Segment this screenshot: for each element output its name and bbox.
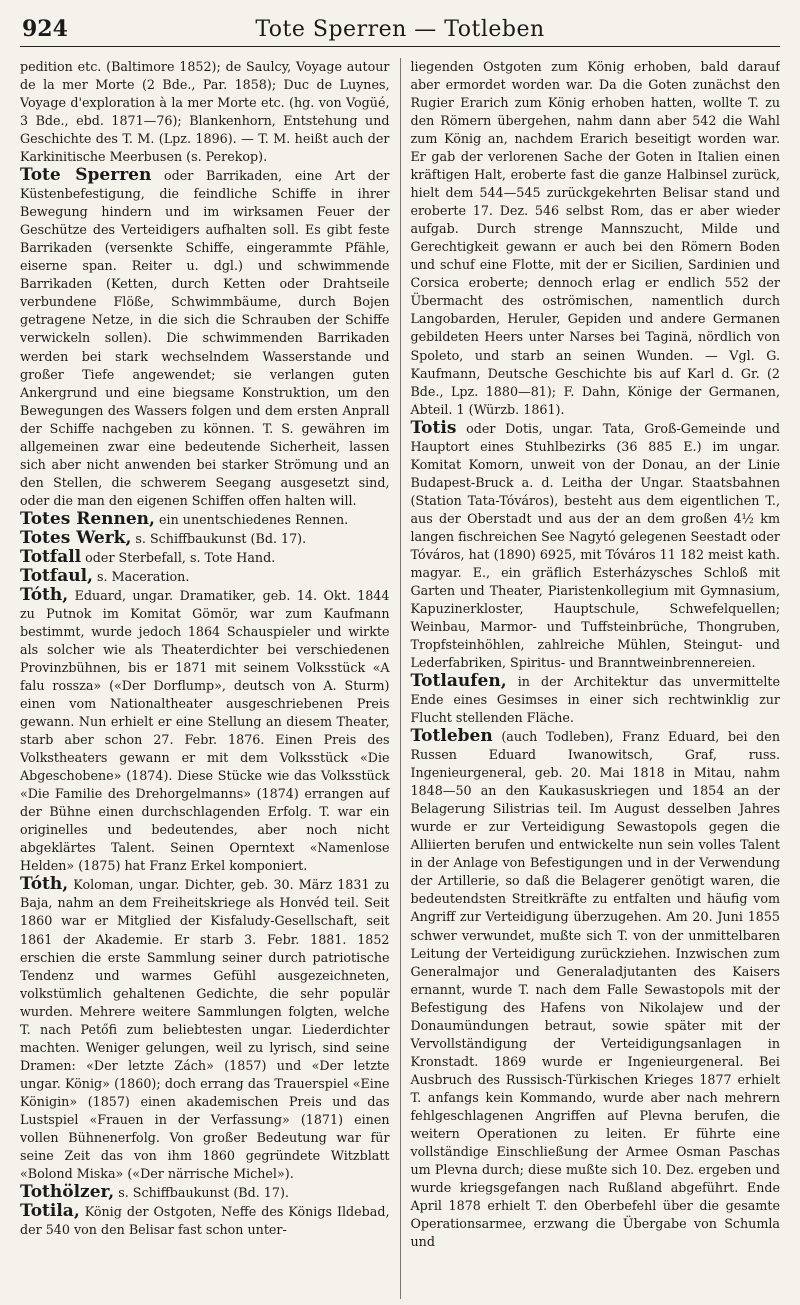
entry-text: oder Barrikaden, eine Art der Küstenbefestigung, die feindliche Schiffe in ihrer Bewegung hindern und im wirksamen Feuer der Geschütze des Verteidigers aufhalten soll. Es gibt feste Barrikaden (versenkte Schiffe, eingerammte Pfähle, eiserne span. Reiter u. dgl.) und schwimmende Barrikaden (Ketten, durch Ketten oder Drahtseile verbundene Flöße, Schwimmbäume, durch Bojen getragene Netze, in die sich die Schrauben der Schiffe verwickeln sollen). Die schwimmenden Barrikaden werden bei stark wechselndem Wasserstande und großer Tiefe angewendet; sie verlangen guten Ankergrund und eine biegsame Konstruktion, um den Bewegungen des Wassers folgen und dem ersten Anprall der Schiffe nachgeben zu können. T. S. gewähren im allgemeinen zwar eine bedeutende Sicherheit, lassen sich aber nicht anwenden bei starker Strömung und an den Stellen, die schwerem Seegang ausgesetzt sind, oder die man den eigenen Schiffen offen halten will. bbox=[20, 168, 390, 508]
entry-totes-werk bbox=[20, 529, 390, 548]
left-column bbox=[20, 58, 390, 1299]
entry-headword: Tote Sperren bbox=[20, 165, 152, 186]
entry-totes-rennen bbox=[20, 510, 390, 529]
entry-text: König der Ostgoten, Neffe des Königs Ildebad, der 540 von den Belisar fast schon unter- bbox=[20, 1203, 390, 1237]
entry-headword: Totfaul, bbox=[20, 565, 93, 586]
entry-continuation bbox=[20, 58, 390, 166]
entry-text: (auch Todleben), Franz Eduard, bei den Russen Eduard Iwanowitsch, Graf, russ. Ingenieurgeneral, geb. 20. Mai 1818 in Mitau, nahm 1848—50 an den Kaukasuskriegen und 1854 an der Belagerung Silistrias teil. Im August desselben Jahres wurde er zur Verteidigung Sewastopols gegen die Alliierten berufen und entwickelte nun sein volles Talent in der Anlage von Befestigungen und in der Verwendung der Artillerie, so daß die Belagerer genötigt waren, die bedeutendsten Streitkräfte zu entfalten und häufig vom Angriff zur Verteidigung überzugehen. Am 20. Juni 1855 schwer verwundet, mußte sich T. von der unmittelbaren Leitung der Verteidigung zurückziehen. Inzwischen zum Generalmajor und Generaladjutanten des Kaisers ernannt, wurde T. nach dem Falle Sewastopols mit der Befestigung des Hafens von Nikolajew und der Donaumündungen betraut, sowie später mit der Vervollständigung der Verteidigungsanlagen in Kronstadt. 1869 wurde er Ingenieurgeneral. Bei Ausbruch des Russisch-Türkischen Krieges 1877 erhielt T. anfangs kein Kommando, wurde aber nach mehrern fehlgeschlagenen Angriffen auf Plevna berufen, die weitern Operationen zu leiten. Er führte eine vollständige Einschließung der Armee Osman Paschas um Plevna durch; diese mußte sich 10. Dez. ergeben und wurde kriegsgefangen nach Rußland abgeführt. Ende April 1878 erhielt T. den Oberbefehl über die gesamte Operationsarmee, erzwang die Übergabe von Schumla und bbox=[410, 729, 780, 1250]
entry-text: oder Dotis, ungar. Tata, Groß-Gemeinde und Hauptort eines Stuhlbezirks (36 885 E.) im ungar. Komitat Komorn, unweit von der Donau, an der Linie Budapest-Bruck a. d. Leitha der Ungar. Staatsbahnen (Station Tata-Tóváros), besteht aus dem eigentlichen T., aus der Oberstadt und aus der an dem großen 4½ km langen fischreichen See Nagytó gelegenen Seestadt oder Tóváros, hat (1890) 6925, mit Tóváros 11 182 meist kath. magyar. E., ein gräflich Esterházysches Schloß mit Garten und Theater, Piaristenkollegium mit Gymnasium, Kapuzinerkloster, Hauptschule, Schwefelquellen; Weinbau, Marmor- und Tuffsteinbrüche, Thongruben, Tropfsteinhöhlen, zahlreiche Mühlen, Steingut- und Lederfabriken, Spiritus- und Branntweinbrennereien. bbox=[410, 420, 780, 671]
entry-headword: Totlaufen, bbox=[410, 671, 507, 692]
entry-text: s. Maceration. bbox=[92, 568, 190, 584]
entry-totis bbox=[410, 419, 780, 672]
entry-continuation bbox=[410, 58, 780, 419]
column-divider bbox=[400, 58, 401, 1299]
entry-headword: Totleben bbox=[410, 726, 493, 747]
running-title: Tote Sperren — Totleben bbox=[255, 16, 545, 42]
entry-toth-koloman bbox=[20, 875, 390, 1183]
entry-toth-eduard bbox=[20, 586, 390, 876]
entry-headword: Totes Werk, bbox=[20, 527, 132, 548]
entry-headword: Totis bbox=[410, 417, 457, 438]
entry-totfall bbox=[20, 548, 390, 567]
entry-tote-sperren bbox=[20, 166, 390, 510]
entry-text: oder Sterbefall, s. Tote Hand. bbox=[81, 549, 276, 565]
entry-text: s. Schiffbaukunst (Bd. 17). bbox=[131, 530, 307, 546]
entry-text: pedition etc. (Baltimore 1852); de Saulcy, Voyage autour de la mer Morte (2 Bde., Par. 1858); Duc de Luynes, Voyage d'exploration à la mer Morte etc. (hg. von Vogüé, 3 Bde., ebd. 1871—76); Blankenhorn, Entstehung und Geschichte des T. M. (Lpz. 1896). — T. M. heißt auch der Karkinitische Meerbusen (s. Perekop). bbox=[20, 59, 390, 165]
entry-headword: Tothölzer, bbox=[20, 1181, 115, 1202]
page-number: 924 bbox=[22, 16, 68, 42]
entry-text: s. Schiffbaukunst (Bd. 17). bbox=[114, 1184, 289, 1200]
entry-text: ein unentschiedenes Rennen. bbox=[154, 511, 349, 527]
entry-headword: Tóth, bbox=[20, 584, 69, 605]
entry-text: in der Architektur das unvermittelte Ende eines Gesimses in einer sich rechtwinklig zur Flucht stellenden Fläche. bbox=[410, 674, 780, 726]
entry-totlaufen bbox=[410, 672, 780, 727]
entry-headword: Tóth, bbox=[20, 874, 69, 895]
entry-tothoelzer bbox=[20, 1183, 390, 1202]
text-columns bbox=[20, 58, 780, 1299]
entry-text: liegenden Ostgoten zum König erhoben, bald darauf aber ermordet worden war. Da die Goten zunächst den Rugier Erarich zum König erhoben hatten, wollte T. zu den Römern übergehen, nahm dann aber 542 die Wahl zum König an, nachdem Erarich beseitigt worden war. Er gab der verlorenen Sache der Goten in Italien einen kräftigen Halt, eroberte fast die ganze Halbinsel zurück, hielt dem 544—545 zurückgekehrten Belisar stand und eroberte 17. Dez. 546 selbst Rom, das er aber wieder aufgab. Durch strenge Mannszucht, Milde und Gerechtigkeit gewann er auch bei den Römern Boden und schuf eine Flotte, mit der er Sicilien, Sardinien und Corsica eroberte; dennoch erlag er endlich 552 der Übermacht des oströmischen, namentlich durch Langobarden, Heruler, Gepiden und andere Germanen gebildeten Heers unter Narses bei Taginä, nördlich von Spoleto, und starb an seinen Wunden. — Vgl. G. Kaufmann, Deutsche Geschichte bis auf Karl d. Gr. (2 Bde., Lpz. 1880—81); F. Dahn, Könige der Germanen, Abteil. 1 (Würzb. 1861). bbox=[410, 59, 780, 417]
right-column bbox=[410, 58, 780, 1299]
entry-headword: Totes Rennen, bbox=[20, 508, 155, 529]
entry-text: Koloman, ungar. Dichter, geb. 30. März 1831 zu Baja, nahm an dem Freiheitskriege als Honvéd teil. Seit 1860 war er Mitglied der Kisfaludy-Gesellschaft, seit 1861 der Akademie. Er starb 3. Febr. 1881. 1852 erschien die erste Sammlung seiner durch patriotische Tendenz und warmes Gefühl ausgezeichneten, volkstümlich gehaltenen Gedichte, die sehr populär wurden. Mehrere weitere Sammlungen folgten, welche T. nach Petőfi zum beliebtesten ungar. Liederdichter machten. Weniger gelungen, weil zu lyrisch, sind seine Dramen: «Der letzte Zách» (1857) und «Der letzte ungar. König» (1860); doch errang das Trauerspiel «Eine Königin» (1857) einen akademischen Preis und das Lustspiel «Frauen in der Verfassung» (1871) einen vollen Bühnenerfolg. Von großer Bedeutung war für seine Zeit das von ihm 1860 gegründete Witzblatt «Bolond Miska» («Der närrische Michel»). bbox=[20, 877, 390, 1181]
entry-totila bbox=[20, 1202, 390, 1239]
entry-text: Eduard, ungar. Dramatiker, geb. 14. Okt. 1844 zu Putnok im Komitat Gömör, war zum Kaufmann bestimmt, wurde jedoch 1864 Schauspieler und wirkte als solcher wie als Theaterdichter bei verschiedenen Provinzbühnen, bis er 1871 mit seinem Volksstück «A falu rossza» («Der Dorflump», deutsch von A. Sturm) einen vom Nationaltheater ausgeschriebenen Preis gewann. Nun erhielt er eine Stellung an diesem Theater, starb aber schon 27. Febr. 1876. Einen Preis des Volkstheaters gewann er mit dem Volksstück «Die Abgeschobene» (1874). Diese Stücke wie das Volksstück «Die Familie des Drehorgelmanns» (1874) errangen auf der Bühne einen durchschlagenden Erfolg. T. war ein originelles und bedeutendes, aber noch nicht abgeklärtes Talent. Seinen Operntext «Namenlose Helden» (1875) hat Franz Erkel komponiert. bbox=[20, 587, 390, 874]
entry-totleben bbox=[410, 727, 780, 1251]
entry-headword: Totila, bbox=[20, 1200, 80, 1221]
entry-totfaul bbox=[20, 567, 390, 586]
page-header bbox=[20, 12, 780, 47]
entry-headword: Totfall bbox=[20, 546, 82, 567]
